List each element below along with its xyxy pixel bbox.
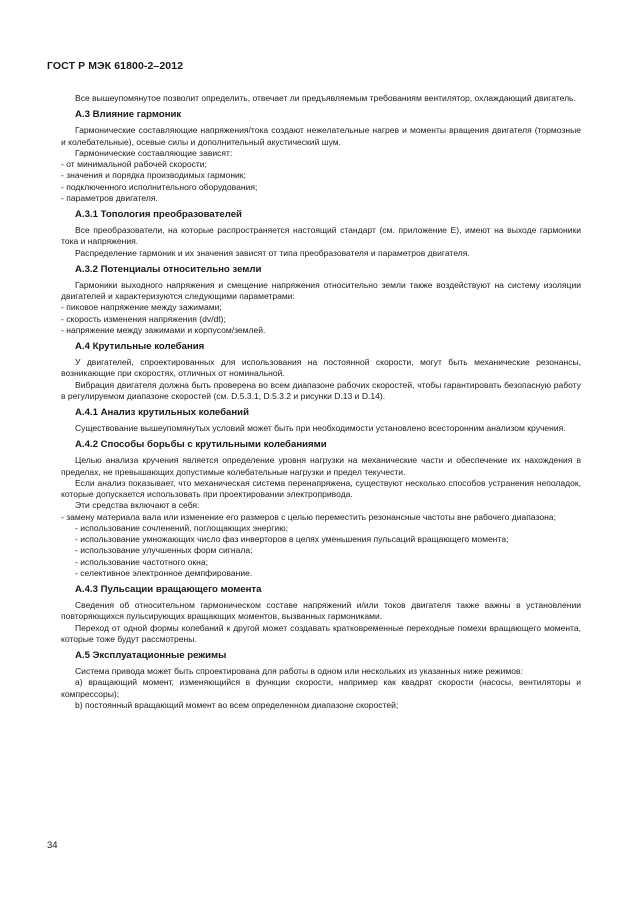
section-heading-a4: А.4 Крутильные колебания bbox=[75, 341, 205, 352]
paragraph: Существование вышеупомянутых условий может быть при необходимости установлено всесторонним анализом кручения. bbox=[75, 423, 566, 433]
section-heading-a3: А.3 Влияние гармоник bbox=[75, 109, 182, 121]
paragraph: Гармонические составляющие напряжения/тока создают нежелательные нагрев и моменты вращения двигателя (тормозные и колебательные), осевые силы и дополнительный акустический шум. bbox=[61, 125, 581, 147]
paragraph: Распределение гармоник и их значения зависят от типа преобразователя и параметров двигателя. bbox=[75, 247, 470, 258]
section-heading-a31: А.3.1 Топология преобразователей bbox=[75, 209, 242, 220]
list-item: - напряжение между зажимами и корпусом/землей. bbox=[61, 324, 266, 335]
paragraph: Сведения об относительном гармоническом составе напряжений и/или токов двигателя также важны в установлении повторяющихся пульсирующих вращающих моментов, вызванных гармониками. bbox=[61, 600, 581, 622]
list-item: a) вращающий момент, изменяющийся в функции скорости, например как квадрат скорости (насосы, вентиляторы и компрессоры); bbox=[61, 677, 581, 699]
section-heading-a32: А.3.2 Потенциалы относительно земли bbox=[75, 263, 262, 275]
paragraph: Гармоники выходного напряжения и смещение напряжения относительно земли также воздействуют на систему изоляции двигателей и характеризуются следующими параметрами: bbox=[61, 279, 581, 301]
list-item: - использование сочленений, поглощающих энергию; bbox=[75, 522, 288, 533]
page-number: 34 bbox=[47, 840, 58, 851]
list-item: - подключенного исполнительного оборудования; bbox=[61, 181, 258, 192]
list-item: - использование частотного окна; bbox=[75, 556, 208, 567]
paragraph: У двигателей, спроектированных для использования на постоянной скорости, могут быть механические резонансы, возникающие при скоростях, отличных от номинальной. bbox=[61, 357, 581, 379]
list-item: - замену материала вала или изменение его размеров с целью переместить резонансные частоты вне рабочего диапазона; bbox=[61, 511, 556, 522]
list-item: b) постоянный вращающий момент во всем определенном диапазоне скоростей; bbox=[75, 699, 399, 710]
paragraph: Все преобразователи, на которые распространяется настоящий стандарт (см. приложение E), имеют на выходе гармоники тока и напряжения. bbox=[61, 225, 581, 247]
paragraph: Переход от одной формы колебаний к другой может создавать кратковременные переходные помехи вращающего момента, которые тоже будут рассмотрены. bbox=[61, 622, 581, 644]
section-heading-a42: А.4.2 Способы борьбы с крутильными колебаниями bbox=[75, 439, 327, 451]
paragraph: Система привода может быть спроектирована для работы в одном или нескольких из указанных ниже режимов: bbox=[75, 666, 523, 676]
paragraph: Гармонические составляющие зависят: bbox=[75, 147, 233, 158]
document-body bbox=[61, 93, 581, 711]
list-item: - использование умножающих число фаз инверторов в целях уменьшения пульсаций вращающего момента; bbox=[75, 534, 509, 544]
document-header: ГОСТ Р МЭК 61800-2–2012 bbox=[47, 60, 184, 72]
list-item: - скорость изменения напряжения (dv/dt); bbox=[61, 313, 226, 324]
list-item: - пиковое напряжение между зажимами; bbox=[61, 302, 222, 313]
section-heading-a5: А.5 Эксплуатационные режимы bbox=[75, 650, 227, 661]
paragraph: Эти средства включают в себя: bbox=[75, 500, 200, 511]
list-item: - значения и порядка производимых гармоник; bbox=[61, 170, 246, 181]
section-heading-a43: А.4.3 Пульсации вращающего момента bbox=[75, 584, 262, 595]
section-heading-a41: А.4.1 Анализ крутильных колебаний bbox=[75, 407, 249, 418]
paragraph: Целью анализа кручения является определение уровня нагрузки на механические части и обеспечение их нахождения в пределах, не превышающих допустимые колебательные нагрузки и предел текучести. bbox=[61, 455, 581, 477]
paragraph: Если анализ показывает, что механическая система перенапряжена, существуют несколько способов устранения неполадок, которые допускается использовать при проектировании электропривода. bbox=[61, 477, 581, 499]
intro-paragraph: Все вышеупомянутое позволит определить, отвечает ли предъявляемым требованиям вентилятор, охлаждающий двигатель. bbox=[75, 93, 576, 103]
list-item: - использование улучшенных форм сигнала; bbox=[75, 545, 253, 556]
paragraph: Вибрация двигателя должна быть проверена во всем диапазоне рабочих скоростей, чтобы гарантировать безопасную работу в регулируемом диапазоне скоростей (см. D.5.3.1, D.5.3.2 и рисунки D.13 и D.14). bbox=[61, 379, 581, 401]
list-item: - параметров двигателя. bbox=[61, 192, 158, 203]
list-item: - селективное электронное демпфирование. bbox=[75, 567, 253, 578]
list-item: - от минимальной рабочей скорости; bbox=[61, 159, 207, 169]
